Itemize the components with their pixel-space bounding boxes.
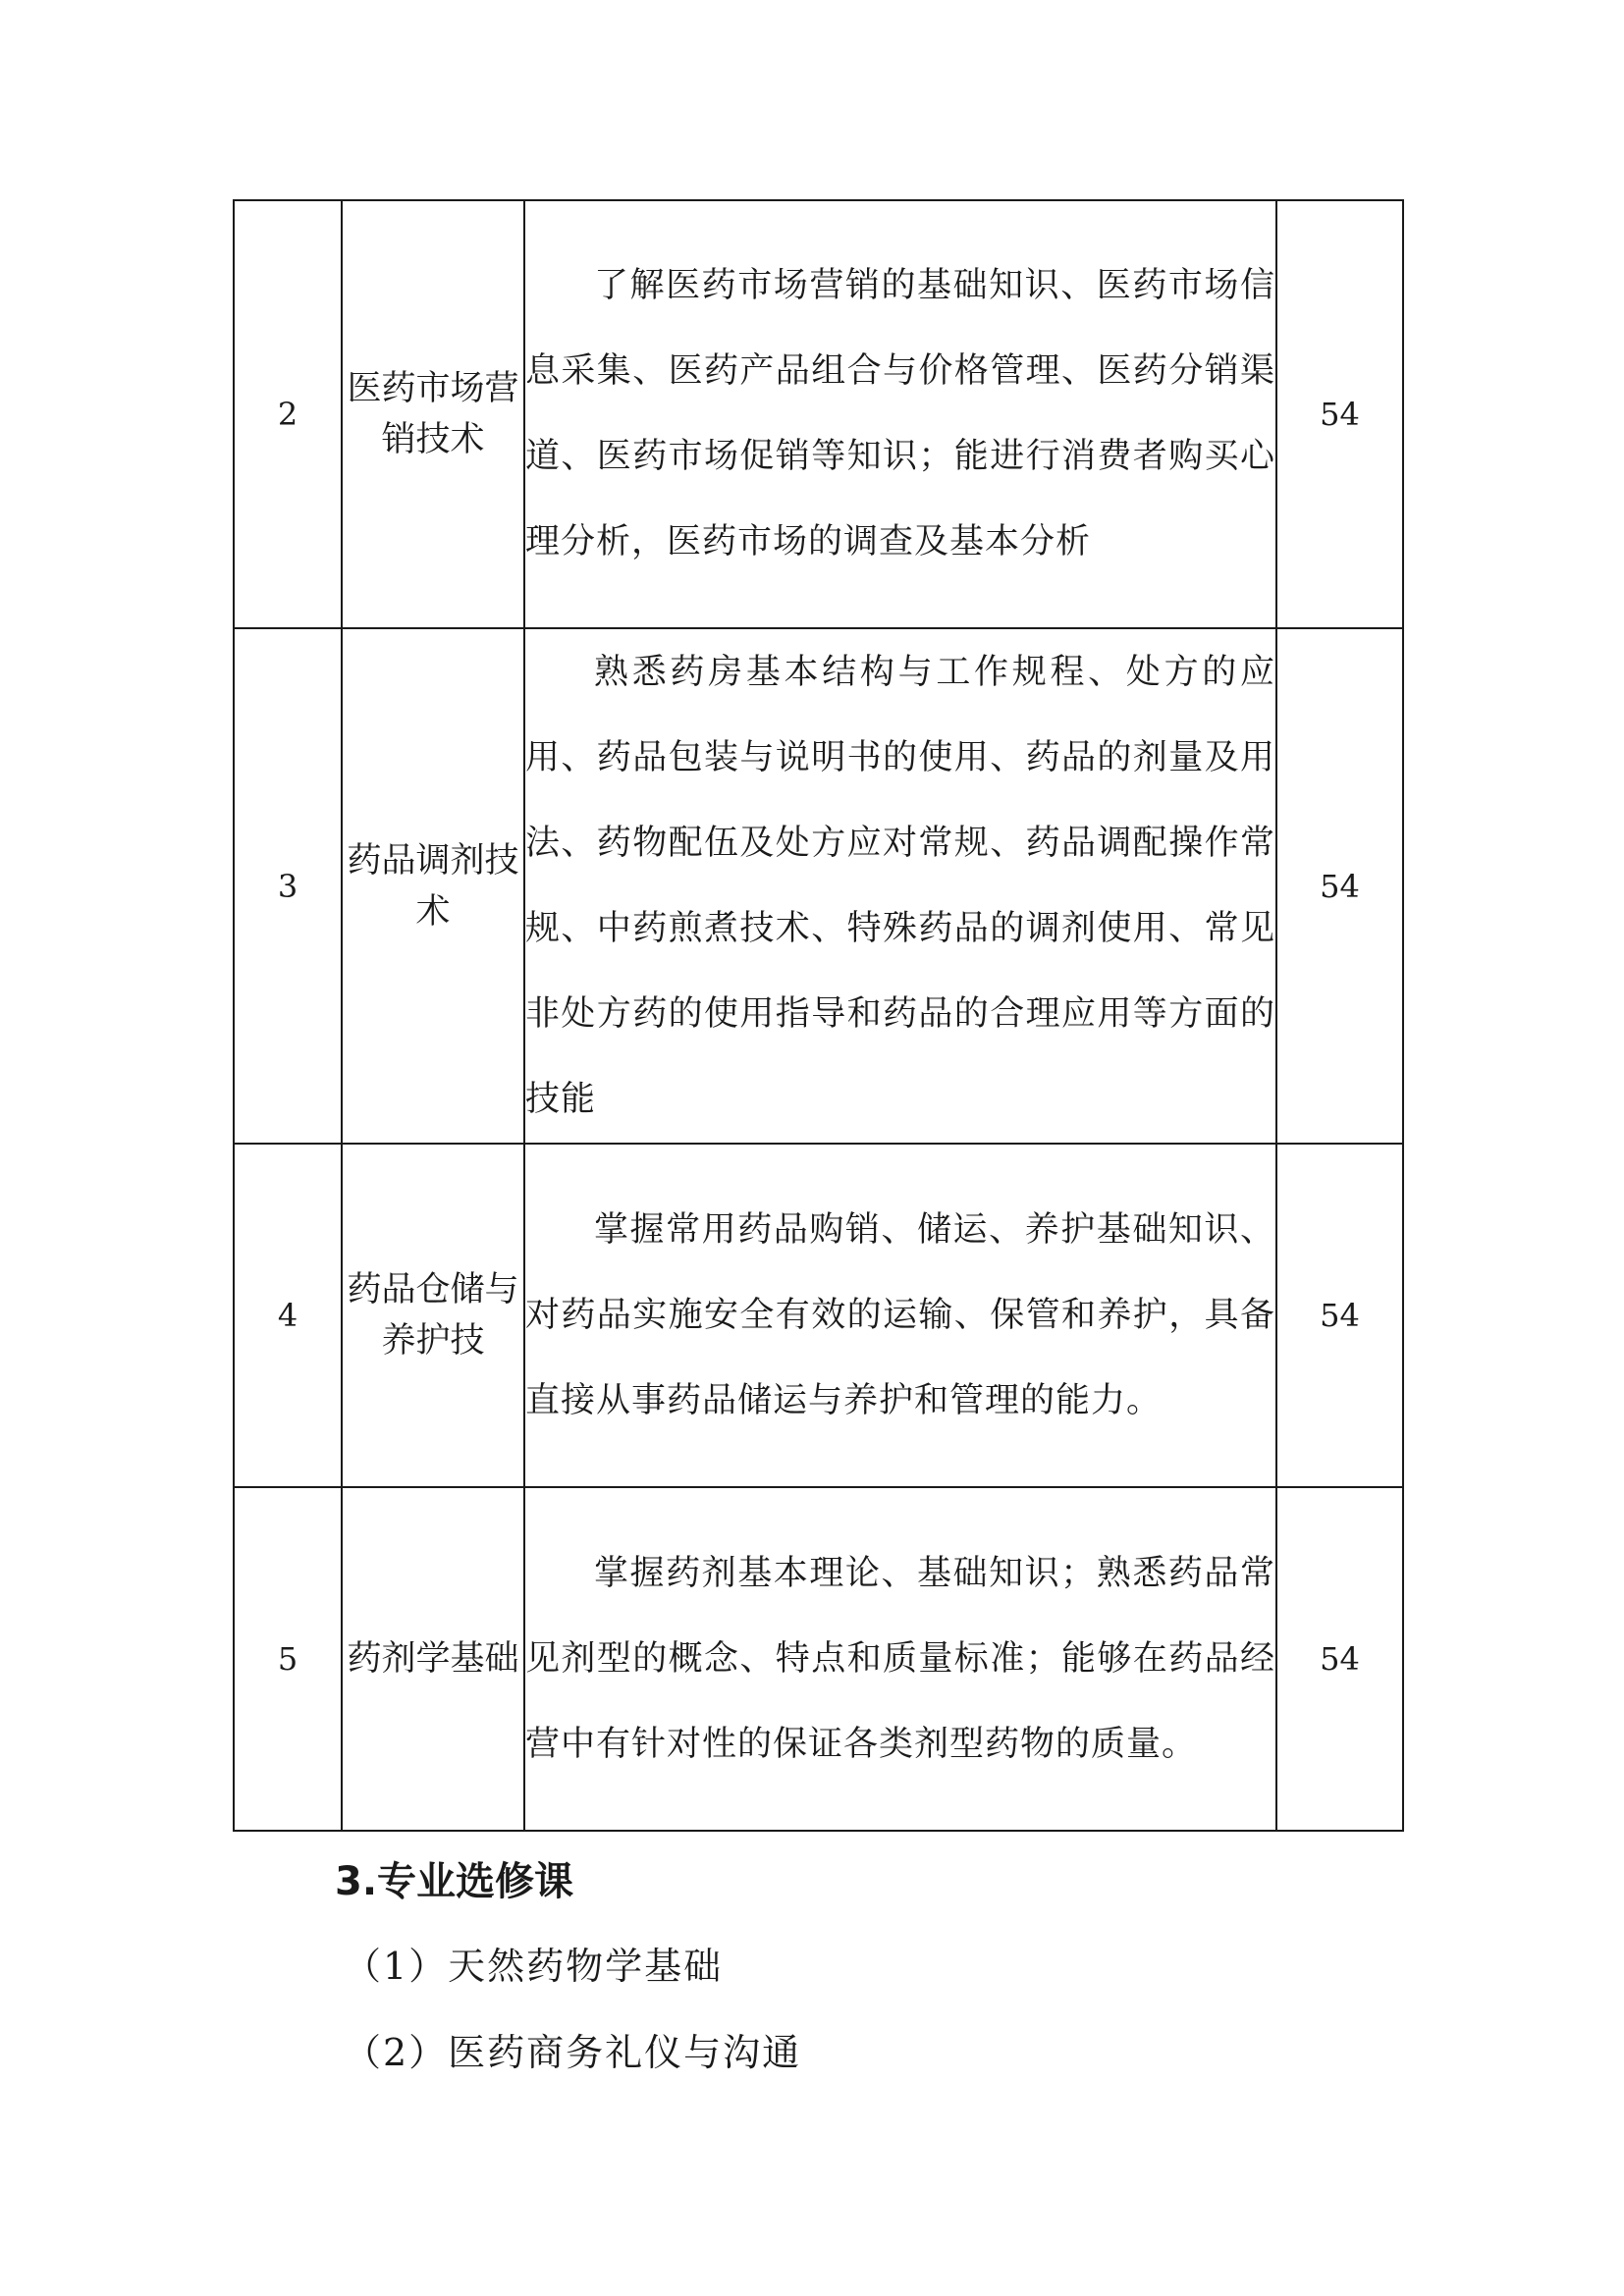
course-description: 熟悉药房基本结构与工作规程、处方的应用、药品包装与说明书的使用、药品的剂量及用法、药物配伍及处方应对常规、药品调配操作常规、中药煎煮技术、特殊药品的调剂使用、常见非处方药的使用指导和药品的合理应用等方面的技能 <box>524 628 1276 1144</box>
course-hours: 54 <box>1276 1144 1403 1487</box>
course-name: 药品调剂技术 <box>342 628 524 1144</box>
section-heading: 3.专业选修课 <box>335 1859 574 1904</box>
table-row <box>234 200 1403 628</box>
course-number: 2 <box>234 200 342 628</box>
course-number: 4 <box>234 1144 342 1487</box>
course-hours: 54 <box>1276 628 1403 1144</box>
course-name: 医药市场营销技术 <box>342 200 524 628</box>
course-description: 掌握药剂基本理论、基础知识；熟悉药品常见剂型的概念、特点和质量标准；能够在药品经营中有针对性的保证各类剂型药物的质量。 <box>524 1487 1276 1831</box>
course-description: 了解医药市场营销的基础知识、医药市场信息采集、医药产品组合与价格管理、医药分销渠道、医药市场促销等知识；能进行消费者购买心理分析，医药市场的调查及基本分析 <box>524 200 1276 628</box>
course-table <box>233 199 1404 1832</box>
course-number: 3 <box>234 628 342 1144</box>
course-hours: 54 <box>1276 1487 1403 1831</box>
list-item: （2）医药商务礼仪与沟通 <box>344 2031 802 2074</box>
course-name: 药剂学基础 <box>342 1487 524 1831</box>
table-row <box>234 1144 1403 1487</box>
course-hours: 54 <box>1276 200 1403 628</box>
course-name: 药品仓储与养护技 <box>342 1144 524 1487</box>
course-description: 掌握常用药品购销、储运、养护基础知识、对药品实施安全有效的运输、保管和养护，具备直接从事药品储运与养护和管理的能力。 <box>524 1144 1276 1487</box>
list-item: （1）天然药物学基础 <box>344 1945 724 1988</box>
table-row <box>234 1487 1403 1831</box>
course-number: 5 <box>234 1487 342 1831</box>
table-row <box>234 628 1403 1144</box>
